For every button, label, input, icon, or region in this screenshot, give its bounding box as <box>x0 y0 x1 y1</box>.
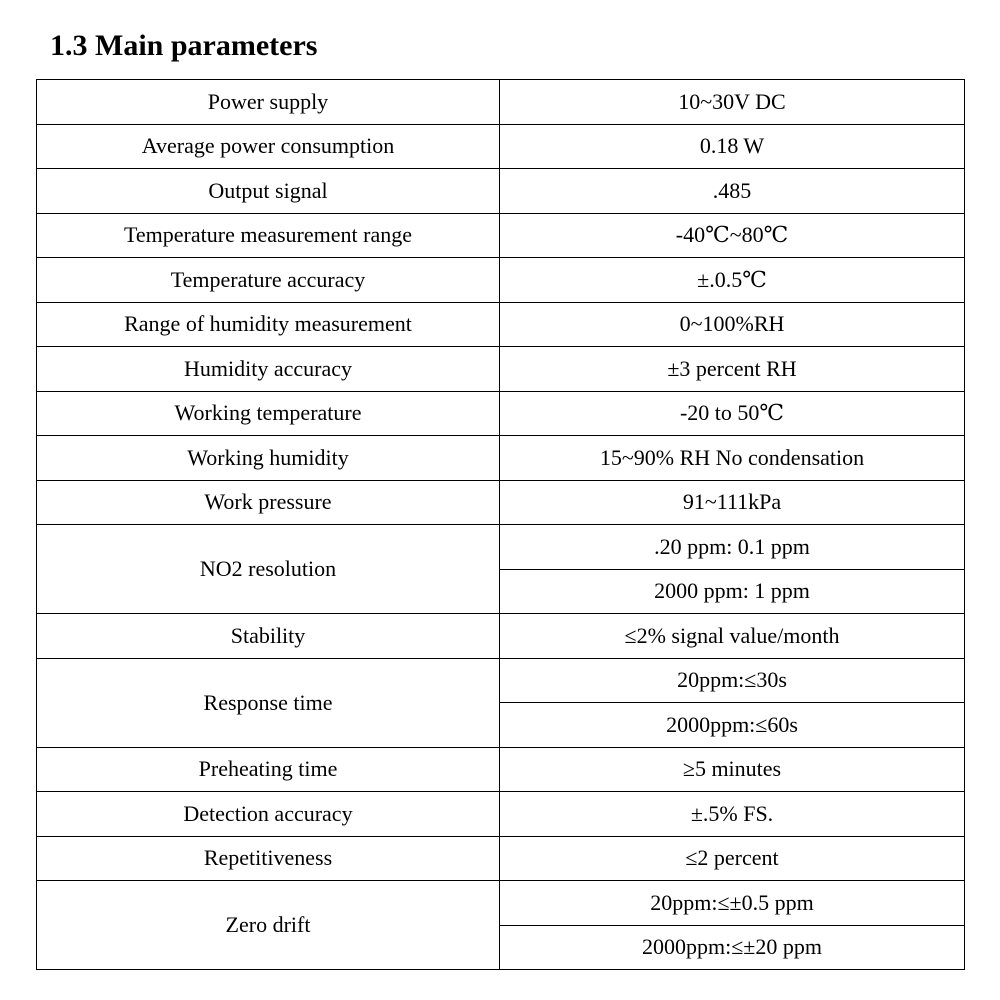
table-row <box>37 347 965 392</box>
table-row <box>37 302 965 347</box>
parameter-name-cell: Humidity accuracy <box>37 347 500 392</box>
table-row <box>37 169 965 214</box>
parameter-value-cell: 0~100%RH <box>500 302 965 347</box>
parameter-value-cell: ±.5% FS. <box>500 792 965 837</box>
parameter-value-cell: .485 <box>500 169 965 214</box>
parameter-value-cell: 0.18 W <box>500 124 965 169</box>
parameter-value-cell: 2000 ppm: 1 ppm <box>500 569 965 614</box>
parameter-name-cell: Temperature accuracy <box>37 258 500 303</box>
parameter-name-cell: Average power consumption <box>37 124 500 169</box>
parameter-name-cell: Preheating time <box>37 747 500 792</box>
parameter-name-cell: Working humidity <box>37 436 500 481</box>
table-row <box>37 792 965 837</box>
table-row <box>37 436 965 481</box>
parameter-name-cell: Power supply <box>37 80 500 125</box>
table-row <box>37 836 965 881</box>
parameter-value-cell: ±3 percent RH <box>500 347 965 392</box>
parameter-name-cell: Range of humidity measurement <box>37 302 500 347</box>
parameter-name-cell: Zero drift <box>37 881 500 970</box>
parameter-value-cell: 2000ppm:≤60s <box>500 703 965 748</box>
parameter-value-cell: -20 to 50℃ <box>500 391 965 436</box>
parameter-value-cell: ≥5 minutes <box>500 747 965 792</box>
table-row <box>37 614 965 659</box>
table-row <box>37 124 965 169</box>
parameters-table <box>36 79 965 970</box>
table-row <box>37 881 965 926</box>
parameter-name-cell: Stability <box>37 614 500 659</box>
parameter-name-cell: Detection accuracy <box>37 792 500 837</box>
parameter-value-cell: 15~90% RH No condensation <box>500 436 965 481</box>
parameter-value-cell: .20 ppm: 0.1 ppm <box>500 525 965 570</box>
parameter-name-cell: Repetitiveness <box>37 836 500 881</box>
parameter-name-cell: Temperature measurement range <box>37 213 500 258</box>
parameter-name-cell: Working temperature <box>37 391 500 436</box>
table-row <box>37 258 965 303</box>
table-row <box>37 658 965 703</box>
parameter-value-cell: ≤2% signal value/month <box>500 614 965 659</box>
parameter-name-cell: Output signal <box>37 169 500 214</box>
parameter-name-cell: NO2 resolution <box>37 525 500 614</box>
table-row <box>37 391 965 436</box>
parameter-name-cell: Work pressure <box>37 480 500 525</box>
parameter-value-cell: 10~30V DC <box>500 80 965 125</box>
table-row <box>37 480 965 525</box>
parameter-value-cell: ±.0.5℃ <box>500 258 965 303</box>
table-row <box>37 747 965 792</box>
table-row <box>37 213 965 258</box>
table-row <box>37 525 965 570</box>
section-heading: 1.3 Main parameters <box>50 29 318 62</box>
parameter-value-cell: 20ppm:≤±0.5 ppm <box>500 881 965 926</box>
table-row <box>37 80 965 125</box>
parameter-name-cell: Response time <box>37 658 500 747</box>
parameter-value-cell: 20ppm:≤30s <box>500 658 965 703</box>
parameter-value-cell: ≤2 percent <box>500 836 965 881</box>
parameters-table-body <box>37 80 965 970</box>
parameter-value-cell: 91~111kPa <box>500 480 965 525</box>
parameter-value-cell: 2000ppm:≤±20 ppm <box>500 925 965 970</box>
parameter-value-cell: -40℃~80℃ <box>500 213 965 258</box>
